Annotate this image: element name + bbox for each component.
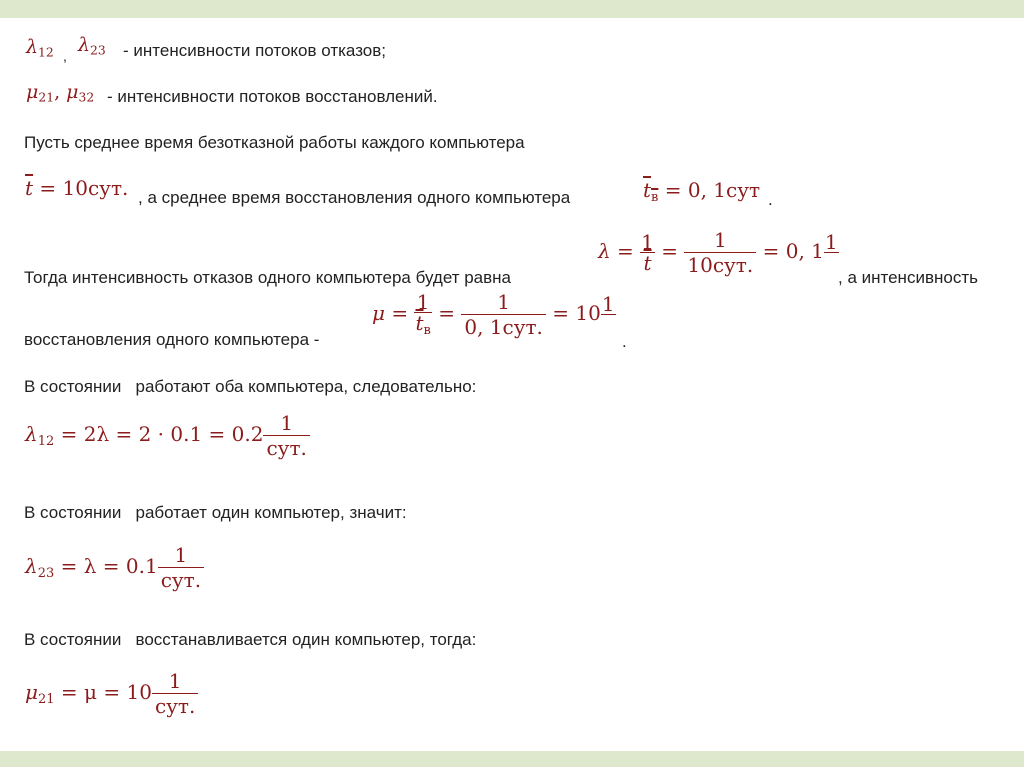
state1-text: В состоянии работают оба компьютера, следовательно: [24,377,477,396]
t-mean-formula: $\overline{t} = 10сут$. [25,176,129,200]
lambda12-symbol: $\lambda_{12}$ [26,36,54,60]
recovery-intensity-text: восстановления одного компьютера - [24,330,320,349]
lambda12-formula: $\lambda_{12} = 2\lambda = 2 \cdot 0.1 = 0.2$ $\frac{1}{\text{сут.}}$ [25,413,310,458]
bottom-decorative-bar [0,751,1024,767]
period: . [622,332,627,351]
mtbf-intro-text: Пусть среднее время безотказной работы каждого компьютера [24,133,525,152]
failure-rates-text: - интенсивности потоков отказов; [123,41,387,60]
mean-recovery-text: , а среднее время восстановления одного компьютера [138,188,571,207]
recovery-rates-text: - интенсивности потоков восстановлений. [107,87,438,106]
period: . [768,190,773,209]
and-intensity-text: , а интенсивность [838,268,978,287]
failure-rate-text: Тогда интенсивность отказов одного компьютера будет равна [24,268,511,287]
lambda23-formula: $\lambda_{23} = \lambda = 0.1$ $\frac{1}{\text{сут.}}$ [25,545,204,590]
state2-text: В состоянии работает один компьютер, значит: [24,503,407,522]
tv-mean-formula: $t_в = 0$, 1сут [643,178,761,205]
top-decorative-bar [0,0,1024,18]
mu-formula: μ = $\frac{1}{\overline{t}_в}$ = $\frac{1}{\text{0, 1сут.}}$ = 10 1 [372,290,615,339]
mu21-mu32-symbols: $\mu_{21}$, $\mu_{32}$ [26,81,95,105]
comma-separator: , [63,48,67,64]
lambda-formula: λ = $\frac{1}{t}$ = $\frac{1}{\text{10сут.}}$ = 0, 1 1 [598,228,838,277]
lambda23-symbol: $\lambda_{23}$ [78,34,106,58]
state3-text: В состоянии восстанавливается один компьютер, тогда: [24,630,477,649]
mu21-formula: $\mu_{21} = \mu = 10$ $\frac{1}{\text{сут.}}$ [25,671,198,716]
